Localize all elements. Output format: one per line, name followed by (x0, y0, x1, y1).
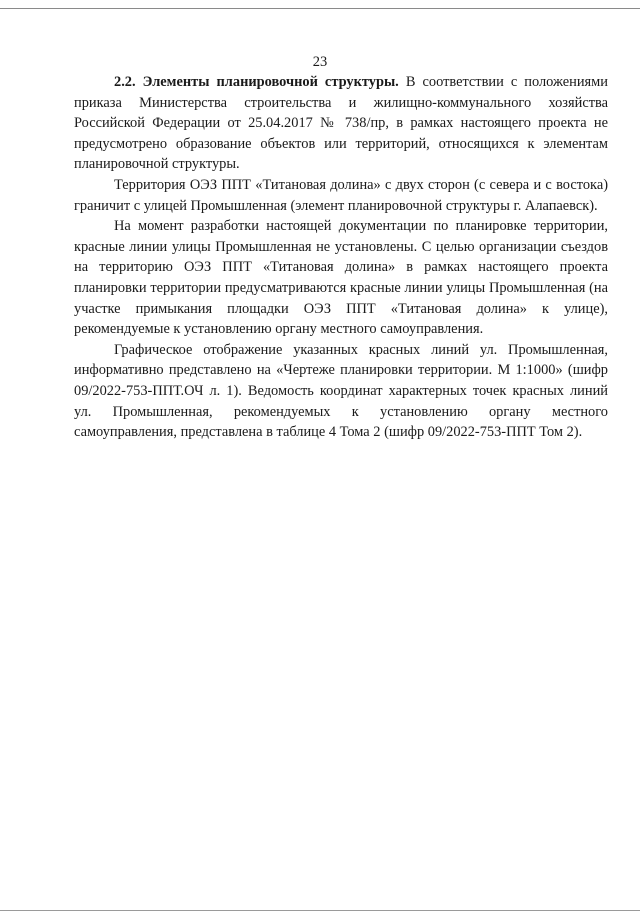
paragraph-section-intro (74, 72, 608, 175)
document-body (74, 72, 608, 443)
section-heading: 2.2. Элементы планировочной структуры. (114, 74, 399, 90)
paragraph-red-lines: На момент разработки настоящей документации по планировке территории, красные линии улицы Промышленная не установлены. С целью организации съездов на территорию ОЭЗ ППТ «Титановая долина» в рамках настоящего проекта планировки территории предусматриваются красные линии улицы Промышленная (на участке примыкания площадки ОЭЗ ППТ «Титановая долина» к улице), рекомендуемые к установлению органу местного самоуправления. (74, 218, 608, 338)
paragraph-text: В соответствии с положениями приказа Министерства строительства и жилищно-коммунального хозяйства Российской Федерации от 25.04.2017 № 738/пр, в рамках настоящего проекта не предусмотрено образование объектов или территорий, относящихся к элементам планировочной структуры. (74, 74, 608, 173)
scan-edge-bottom (0, 910, 640, 911)
page-number: 23 (312, 54, 328, 70)
paragraph-graphic-display: Графическое отображение указанных красных линий ул. Промышленная, информативно представлено на «Чертеже планировки территории. М 1:1000» (шифр 09/2022-753-ППТ.ОЧ л. 1). Ведомость координат характерных точек красных линий ул. Промышленная, рекомендуемых к установлению органу местного самоуправления, представлена в таблице 4 Тома 2 (шифр 09/2022-753-ППТ Том 2). (74, 341, 608, 441)
paragraph-territory-boundary: Территория ОЭЗ ППТ «Титановая долина» с двух сторон (с севера и с востока) граничит с улицей Промышленная (элемент планировочной структуры г. Алапаевск). (74, 176, 608, 214)
scan-edge-top (0, 8, 640, 9)
